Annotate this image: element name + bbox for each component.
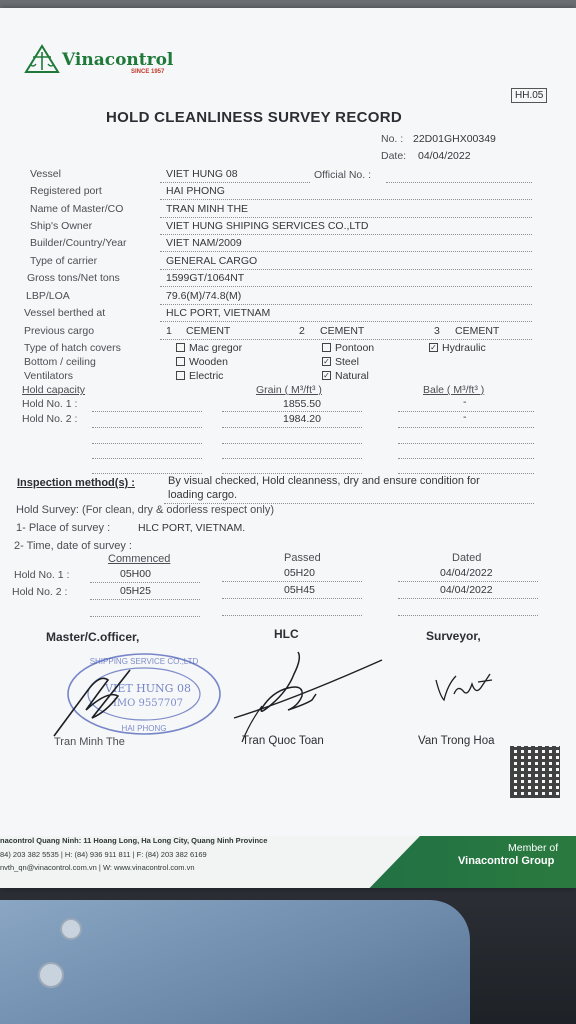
surveyor-name: Van Trong Hoa <box>418 735 495 747</box>
field-dotline <box>222 443 362 444</box>
surveyor-signature-title: Surveyor, <box>426 629 481 643</box>
footer-member-line2: Vinacontrol Group <box>458 855 555 867</box>
field-dotline <box>398 598 538 599</box>
field-dotline <box>222 598 362 599</box>
surveyor-handwritten-signature <box>432 666 496 706</box>
field-dotline <box>160 199 532 200</box>
master-name-label: Name of Master/CO <box>30 203 124 215</box>
bottom-option-wooden <box>176 356 228 368</box>
previous-cargo-num: 3 <box>434 325 440 337</box>
carrier-type-label: Type of carrier <box>30 255 98 267</box>
footer-address: nacontrol Quang Ninh: 11 Hoang Long, Ha Long City, Quang Ninh Province <box>0 836 268 845</box>
vent-option-electric <box>176 370 223 382</box>
master-name: Tran Minh The <box>54 736 125 748</box>
record-date-label: Date: <box>381 150 407 162</box>
checkbox-checked-icon: ✓ <box>323 370 330 380</box>
hatch-covers-label: Type of hatch covers <box>24 342 121 354</box>
survey-hold-2-label: Hold No. 2 : <box>12 586 68 598</box>
survey-hold-2-passed: 05H45 <box>284 584 315 596</box>
lbp-loa-label: LBP/LOA <box>26 290 70 302</box>
option-label: Hydraulic <box>442 342 486 354</box>
checkbox-icon <box>176 343 185 352</box>
field-dotline <box>398 458 534 459</box>
option-label: Steel <box>335 356 359 368</box>
master-signature-title: Master/C.officer, <box>46 630 140 644</box>
field-dotline <box>90 582 200 583</box>
stamp-name: VIET HUNG 08 <box>105 682 191 695</box>
survey-hold-1-dated: 04/04/2022 <box>440 567 493 579</box>
footer-member-line1: Member of <box>508 842 559 854</box>
qr-code-icon <box>510 746 560 798</box>
field-dotline <box>398 427 534 428</box>
field-dotline <box>160 339 532 340</box>
col-passed: Passed <box>284 552 321 564</box>
checkbox-checked-icon: ✓ <box>430 342 437 352</box>
hold-2-label: Hold No. 2 : <box>22 413 78 425</box>
previous-cargo-label: Previous cargo <box>24 325 95 337</box>
field-dotline <box>90 599 200 600</box>
field-dotline <box>398 473 534 474</box>
stamp-ring-top: SHIPPING SERVICE CO.,LTD <box>89 657 199 666</box>
inspection-method-label: Inspection method(s) : <box>17 477 135 489</box>
hatch-option-hydraulic <box>429 342 486 354</box>
hatch-option-pontoon <box>322 342 374 354</box>
vessel-value: VIET HUNG 08 <box>166 168 238 180</box>
tonnage-label: Gross tons/Net tons <box>27 272 120 284</box>
record-no-value: 22D01GHX00349 <box>413 133 496 145</box>
builder-value: VIET NAM/2009 <box>166 237 242 249</box>
option-label: Wooden <box>189 356 228 368</box>
hold-2-bale: - <box>463 411 467 423</box>
previous-cargo-name: CEMENT <box>186 325 231 337</box>
col-commenced: Commenced <box>108 553 171 565</box>
hlc-handwritten-signature <box>232 648 387 744</box>
footer-email-web: nvth_qn@vinacontrol.com.vn | W: www.vinacontrol.com.vn <box>0 863 195 872</box>
hold-1-label: Hold No. 1 : <box>22 398 78 410</box>
ventilators-label: Ventilators <box>24 370 74 382</box>
builder-label: Builder/Country/Year <box>30 237 127 249</box>
field-dotline <box>160 304 532 305</box>
field-dotline <box>92 473 202 474</box>
field-dotline <box>386 182 532 183</box>
previous-cargo-name: CEMENT <box>320 325 365 337</box>
hlc-name: Tran Quoc Toan <box>242 735 324 747</box>
previous-cargo-num: 1 <box>166 325 172 337</box>
field-dotline <box>222 473 362 474</box>
option-label: Pontoon <box>335 342 375 354</box>
field-dotline <box>92 411 202 412</box>
lbp-loa-value: 79.6(M)/74.8(M) <box>166 290 242 302</box>
field-dotline <box>90 616 200 617</box>
shirt-button <box>38 962 64 988</box>
previous-cargo-name: CEMENT <box>455 325 500 337</box>
option-label: Electric <box>189 370 224 382</box>
field-dotline <box>92 443 202 444</box>
bale-header: Bale ( M³/ft³ ) <box>423 384 485 396</box>
col-dated: Dated <box>452 552 482 564</box>
shirt-photo-area <box>0 900 470 1024</box>
document-title: HOLD CLEANLINESS SURVEY RECORD <box>106 109 402 126</box>
survey-hold-1-commenced: 05H00 <box>120 568 151 580</box>
hatch-option-mac-gregor <box>176 342 242 354</box>
scale-logo-icon <box>24 44 60 74</box>
checkbox-checked-icon: ✓ <box>323 356 330 366</box>
survey-hold-2-dated: 04/04/2022 <box>440 584 493 596</box>
brand-logo-text: Vinacontrol <box>62 50 174 70</box>
field-dotline <box>222 427 362 428</box>
field-dotline <box>222 615 362 616</box>
master-handwritten-signature <box>48 660 138 740</box>
hold-capacity-label: Hold capacity <box>22 384 86 396</box>
inspection-method-text-2: loading cargo. <box>168 489 238 501</box>
field-dotline <box>222 411 362 412</box>
ship-owner-value: VIET HUNG SHIPING SERVICES CO.,LTD <box>166 220 369 232</box>
stamp-imo: IMO 9557707 <box>112 698 184 709</box>
carrier-type-value: GENERAL CARGO <box>166 255 258 267</box>
previous-cargo-num: 2 <box>299 325 305 337</box>
form-code-box: HH.05 <box>511 88 547 103</box>
time-of-survey-label: 2- Time, date of survey : <box>14 540 132 552</box>
survey-hold-1-passed: 05H20 <box>284 567 315 579</box>
checkbox-icon <box>176 357 185 366</box>
registered-port-label: Registered port <box>30 185 102 197</box>
field-dotline <box>160 269 532 270</box>
berthed-value: HLC PORT, VIETNAM <box>166 307 271 319</box>
survey-hold-2-commenced: 05H25 <box>120 585 151 597</box>
vessel-label: Vessel <box>30 168 61 180</box>
hold-survey-text: Hold Survey: (For clean, dry & odorless respect only) <box>16 504 274 516</box>
official-no-label: Official No. : <box>314 169 371 181</box>
field-dotline <box>92 458 202 459</box>
vent-option-natural <box>322 370 369 382</box>
field-dotline <box>160 234 532 235</box>
hold-1-grain: 1855.50 <box>283 398 321 410</box>
field-dotline <box>160 182 310 183</box>
record-no-label: No. : <box>381 133 404 145</box>
bottom-option-steel <box>322 356 359 368</box>
hold-1-bale: - <box>463 396 467 408</box>
tonnage-value: 1599GT/1064NT <box>166 272 245 284</box>
bottom-ceiling-label: Bottom / ceiling <box>24 356 96 368</box>
option-label: Natural <box>335 370 369 382</box>
hold-2-grain: 1984.20 <box>283 413 321 425</box>
place-of-survey-label: 1- Place of survey : <box>16 522 111 534</box>
berthed-label: Vessel berthed at <box>24 307 106 319</box>
field-dotline <box>160 286 532 287</box>
field-dotline <box>160 321 532 322</box>
checkbox-icon <box>176 371 185 380</box>
place-of-survey-value: HLC PORT, VIETNAM. <box>138 522 246 534</box>
grain-header: Grain ( M³/ft³ ) <box>256 384 322 396</box>
field-dotline <box>398 581 538 582</box>
footer-phone: 84) 203 382 5535 | H: (84) 936 911 811 | F: (84) 203 382 6169 <box>0 850 207 859</box>
field-dotline <box>222 458 362 459</box>
document-page <box>0 8 576 888</box>
field-dotline <box>398 615 538 616</box>
field-dotline <box>92 427 202 428</box>
option-label: Mac gregor <box>189 342 243 354</box>
field-dotline <box>222 581 362 582</box>
brand-since: SINCE 1957 <box>131 69 165 75</box>
field-dotline <box>398 443 534 444</box>
stamp-ring-bottom: HAI PHONG <box>121 724 167 733</box>
checkbox-icon <box>322 343 331 352</box>
field-dotline <box>160 217 532 218</box>
shirt-button <box>60 918 82 940</box>
field-dotline <box>160 251 532 252</box>
inspection-method-text-1: By visual checked, Hold cleanness, dry and ensure condition for <box>168 475 480 487</box>
record-date-value: 04/04/2022 <box>418 150 471 162</box>
master-name-value: TRAN MINH THE <box>166 203 249 215</box>
hlc-signature-title: HLC <box>274 627 299 641</box>
ship-owner-label: Ship's Owner <box>30 220 93 232</box>
survey-hold-1-label: Hold No. 1 : <box>14 569 70 581</box>
registered-port-value: HAI PHONG <box>166 185 225 197</box>
